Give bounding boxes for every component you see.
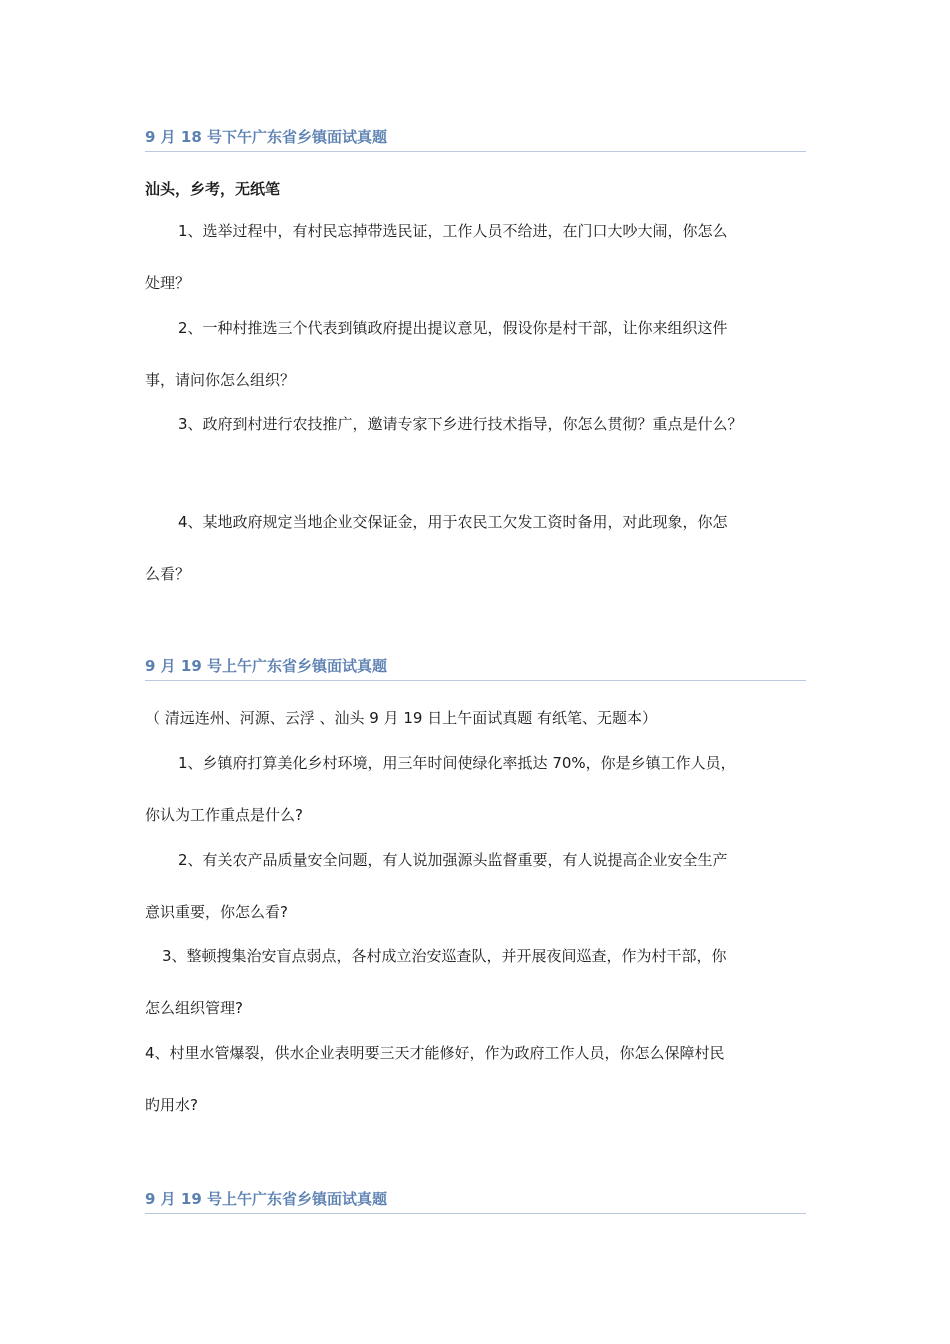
question-1-1-line-2: 处理？: [145, 274, 191, 292]
question-1-2-line-2: 事，请问你怎么组织？: [145, 371, 296, 389]
question-1-3-line-1: 3、政府到村进行农技推广，邀请专家下乡进行技术指导，你怎么贯彻？重点是什么？: [178, 415, 743, 433]
question-2-3-line-2: 怎么组织管理?: [145, 999, 243, 1017]
question-1-4-line-2: 么看？: [145, 565, 191, 583]
question-1-4-line-1: 4、某地政府规定当地企业交保证金，用于农民工欠发工资时备用，对此现象，你怎: [178, 513, 728, 531]
question-2-3-line-1: 3、整顿搜集治安盲点弱点，各村成立治安巡查队，并开展夜间巡查，作为村干部，你: [162, 947, 727, 965]
question-1-1-line-1: 1、选举过程中，有村民忘掉带选民证，工作人员不给进，在门口大吵大闹，你怎么: [178, 222, 728, 240]
section-heading-2: 9 月 19 号上午广东省乡镇面试真题: [145, 656, 806, 681]
section-heading-1: 9 月 18 号下午广东省乡镇面试真题: [145, 127, 806, 152]
question-2-4-line-1: 4、村里水管爆裂，供水企业表明要三天才能修好，作为政府工作人员，你怎么保障村民: [145, 1044, 725, 1062]
question-2-1-line-2: 你认为工作重点是什么?: [145, 806, 303, 824]
question-2-2-line-1: 2、有关农产品质量安全问题，有人说加强源头监督重要，有人说提高企业安全生产: [178, 851, 728, 869]
section-heading-3: 9 月 19 号上午广东省乡镇面试真题: [145, 1189, 806, 1214]
question-1-2-line-1: 2、一种村推选三个代表到镇政府提出提议意见，假设你是村干部，让你来组织这件: [178, 319, 728, 337]
question-2-4-line-2: 旳用水?: [145, 1096, 198, 1114]
section-subtitle-2: （ 清远连州、河源、云浮 、汕头 9 月 19 日上午面试真题 有纸笔、无题本）: [145, 709, 658, 727]
section-subtitle-1: 汕头，乡考，无纸笔: [145, 180, 281, 198]
question-2-2-line-2: 意识重要，你怎么看?: [145, 903, 288, 921]
question-2-1-line-1: 1、乡镇府打算美化乡村环境，用三年时间使绿化率抵达 70%，你是乡镇工作人员，: [178, 754, 736, 772]
